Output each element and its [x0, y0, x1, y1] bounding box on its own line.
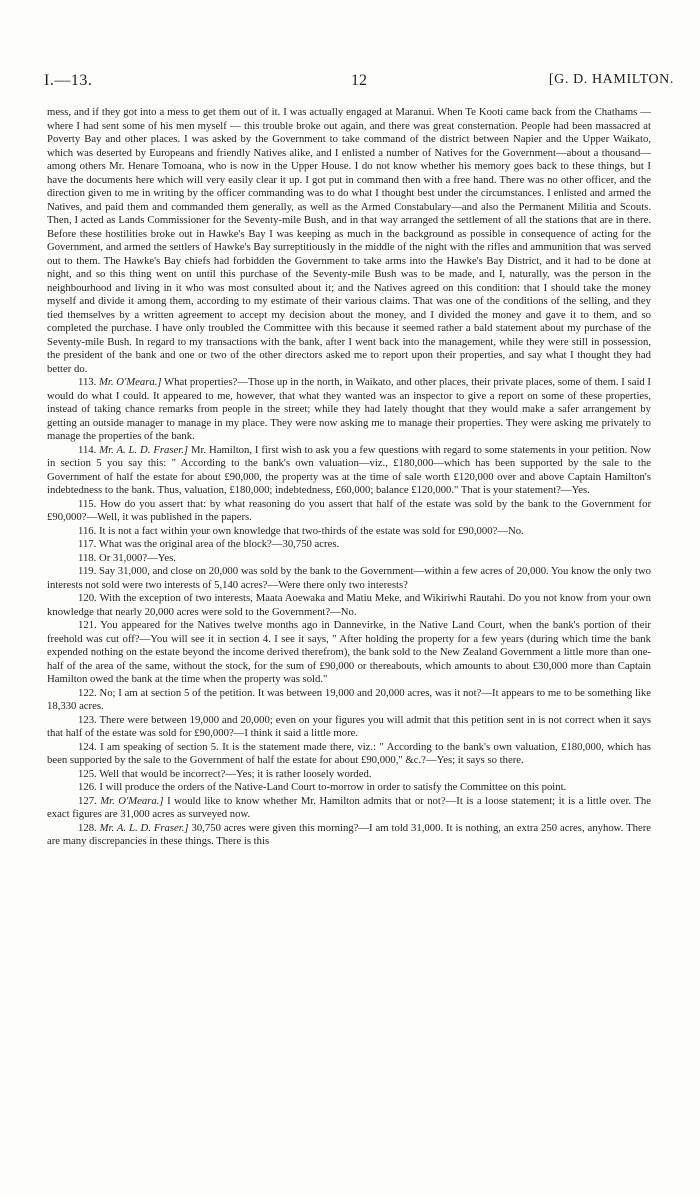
paragraph-text: mess, and if they got into a mess to get them out of it. I was actually engaged at Maranui. When Te Kooti came back from the Chathams — where I had sent some of his men myself — this trouble broke out again, and there was great consternation. People had been massacred at Poverty Bay and other places. I was asked by the Government to take command of the district between Napier and the Upper Waikato, which was deserted by Europeans and friendly Natives alike, and I enlisted a number of Natives for the Government—about a thousand—among others Mr. Henare Tomoana, who is now in the Upper House. I do not know whether his memory goes back to these things, but I have the documents here which will very easily clear it up. I got put in command then with a free hand. There was no other officer, and the direction given to me in writing by the officer commanding was to do what I thought best under the circumstances. I enlisted and armed the Natives, and paid them and commanded them generally, as well as the Armed Constabulary—and also the Permanent Militia and Scouts. Then, I acted as Lands Commissioner for the Seventy-mile Bush, and in that way arranged the settlement of all the stations that are in there. Before these hostilities broke out in Hawke's Bay I was keeping as much in the background as possible in consequence of acting for the Government, and armed the settlers of Hawke's Bay surreptitiously in the middle of the night with the rifles and ammunition that was served out to them. The Hawke's Bay chiefs had forbidden the Government to take arms into the Hawke's Bay District, and it had to be done at night, and so this thing went on until this purchase of the Seventy-mile Bush was to be made, and I, naturally, was the person in the neighbourhood and living in it who was most consulted about it; and the Natives agreed on this condition: that I should take the money myself and divide it among them, according to my estimate of their various claims. That was one of the conditions of the selling, and they tied themselves by a written agreement to accept my decision about the money, and I divided the money and gave it to them, and so completed the purchase. I have only troubled the Committee with this because it seemed rather a bald statement about my purchase of the Seventy-mile Bush. In regard to my transactions with the bank, after I went back into the management, while they were still in possession, the president of the bank and one or two of the other directors asked me to report upon their properties, and say what I thought they had better do. [47, 106, 651, 375]
paragraph-text: No; I am at section 5 of the petition. It was between 19,000 and 20,000 acres, was it not?—It appears to me to be something like 18,330 acres. [47, 686, 651, 712]
paragraph [47, 781, 651, 795]
paragraph [47, 768, 651, 782]
paragraph-text: What was the original area of the block?—30,750 acres. [98, 538, 340, 550]
paragraph-text: Or 31,000?—Yes. [98, 551, 176, 564]
question-number: 124. [78, 740, 97, 753]
question-number: 121. [78, 619, 97, 631]
paragraph [47, 552, 651, 566]
paragraph-text: I would like to know whether Mr. Hamilton admits that or not?—It is a loose statement; it is a little over. The exact figures are 31,000 acres as surveyed now. [47, 794, 651, 820]
speaker-name: Mr. A. L. D. Fraser.] [99, 821, 189, 834]
paragraph [47, 795, 651, 822]
question-number: 127. [78, 794, 97, 807]
paragraph [47, 376, 651, 444]
question-number: 118. [78, 551, 97, 564]
paragraph [47, 498, 651, 525]
question-number: 114. [78, 443, 97, 456]
page-number: 12 [351, 72, 367, 89]
paragraph-text: How do you assert that: by what reasoning do you assert that half of the estate was sold by the bank to the Government for £90,000?—Well, it was published in the papers. [47, 497, 651, 523]
question-number: 116. [78, 524, 97, 537]
paragraph-text: Well that would be incorrect?—Yes; it is rather loosely worded. [99, 767, 372, 780]
paragraph [47, 687, 651, 714]
paragraph-text: 30,750 acres were given this morning?—I am told 31,000. It is nothing, an extra 250 acres, anyhow. There are many discrepancies in these things. There is this [47, 821, 651, 847]
paragraph-text: It is not a fact within your own knowledge that two-thirds of the estate was sold for £90,000?—No. [98, 524, 524, 537]
question-number: 117. [78, 538, 97, 550]
paper-reference: I.—13. [44, 72, 93, 89]
paragraph-text: What properties?—Those up in the north, in Waikato, and other places, their private places, some of them. I said I would do what I could. It appeared to me, however, that what they wanted was an inspector to give a report on some of these properties, instead of taking chance remarks from people in the street; while they had lately thought that they would make a safer arrangement by getting an outside manager to manage in my place. They were now asking me to manage their properties. They were asking me privately to manage the properties of the bank. [47, 376, 651, 442]
paragraph [47, 822, 651, 849]
paragraph [47, 741, 651, 768]
paragraph-text: You appeared for the Natives twelve months ago in Dannevirke, in the Native Land Court, when the bank's portion of their freehold was cut off?—You will see it in section 4. I see it says, " After holding the property for a few years (during which time the bank expended nothing on the estate beyond the income derived therefrom), the bank sold to the New Zealand Government a little more than one-half of the area of the same, without the stock, for the sum of £90,000 or thereabouts, which amounts to about £30,000 more than Captain Hamilton owed the bank at the time when the property was sold." [47, 619, 651, 685]
paragraph [47, 714, 651, 741]
paragraph-text: Say 31,000, and close on 20,000 was sold by the bank to the Government—within a few acres of 20,000. You know the only two interests not sold were two interests of 5,140 acres?—Were there only two interests? [47, 565, 652, 591]
paragraph-text: With the exception of two interests, Maata Aoewaka and Matiu Meke, and Wikiriwhi Rautahi. Do you not know from your own knowledge that nearly 20,000 acres were sold to the Government?—No. [47, 592, 651, 618]
question-number: 119. [78, 565, 97, 577]
paragraph [47, 106, 651, 376]
paragraph-text: There were between 19,000 and 20,000; even on your figures you will admit that this petition sent in is not correct when it says that half of the estate was sold for £90,000?—I think it said a little more. [47, 713, 651, 739]
paragraph [47, 619, 651, 687]
speaker-name: Mr. O'Meara.] [100, 794, 164, 807]
question-number: 128. [78, 821, 97, 834]
paragraph [47, 592, 651, 619]
question-number: 126. [78, 781, 97, 793]
question-number: 123. [78, 713, 97, 726]
paragraph-text: Mr. Hamilton, I first wish to ask you a few questions with regard to some statements in your petition. Now in section 5 you say this: " According to the bank's own valuation—viz., £180,000—which has been supported by the sale to the Government of half the estate for about £90,000, the property was at the time of sale worth £120,000 over and above Captain Hamilton's indebtedness to the bank. Thus, valuation, £180,000; indebtedness, £60,000; balance £120,000." That is your statement?—Yes. [47, 443, 651, 496]
paragraph-text: I will produce the orders of the Native-Land Court to-morrow in order to satisfy the Committee on this point. [99, 781, 567, 793]
question-number: 120. [78, 592, 97, 604]
witness-name: [G. D. HAMILTON. [548, 72, 674, 87]
question-number: 113. [78, 376, 97, 388]
paragraph [47, 565, 651, 592]
paragraph [47, 538, 651, 552]
body-text [47, 106, 651, 849]
running-head [44, 72, 674, 96]
question-number: 122. [78, 686, 97, 699]
speaker-name: Mr. A. L. D. Fraser.] [99, 443, 189, 456]
paragraph [47, 444, 651, 498]
question-number: 115. [78, 497, 97, 510]
paragraph-text: I am speaking of section 5. It is the statement made there, viz.: " According to the bank's own valuation, £180,000, which has been supported by the sale to the Government of half the estate for about £90,000," &c.?—Yes; it says so there. [47, 740, 651, 766]
question-number: 125. [78, 767, 97, 780]
speaker-name: Mr. O'Meara.] [99, 376, 162, 388]
paragraph [47, 525, 651, 539]
